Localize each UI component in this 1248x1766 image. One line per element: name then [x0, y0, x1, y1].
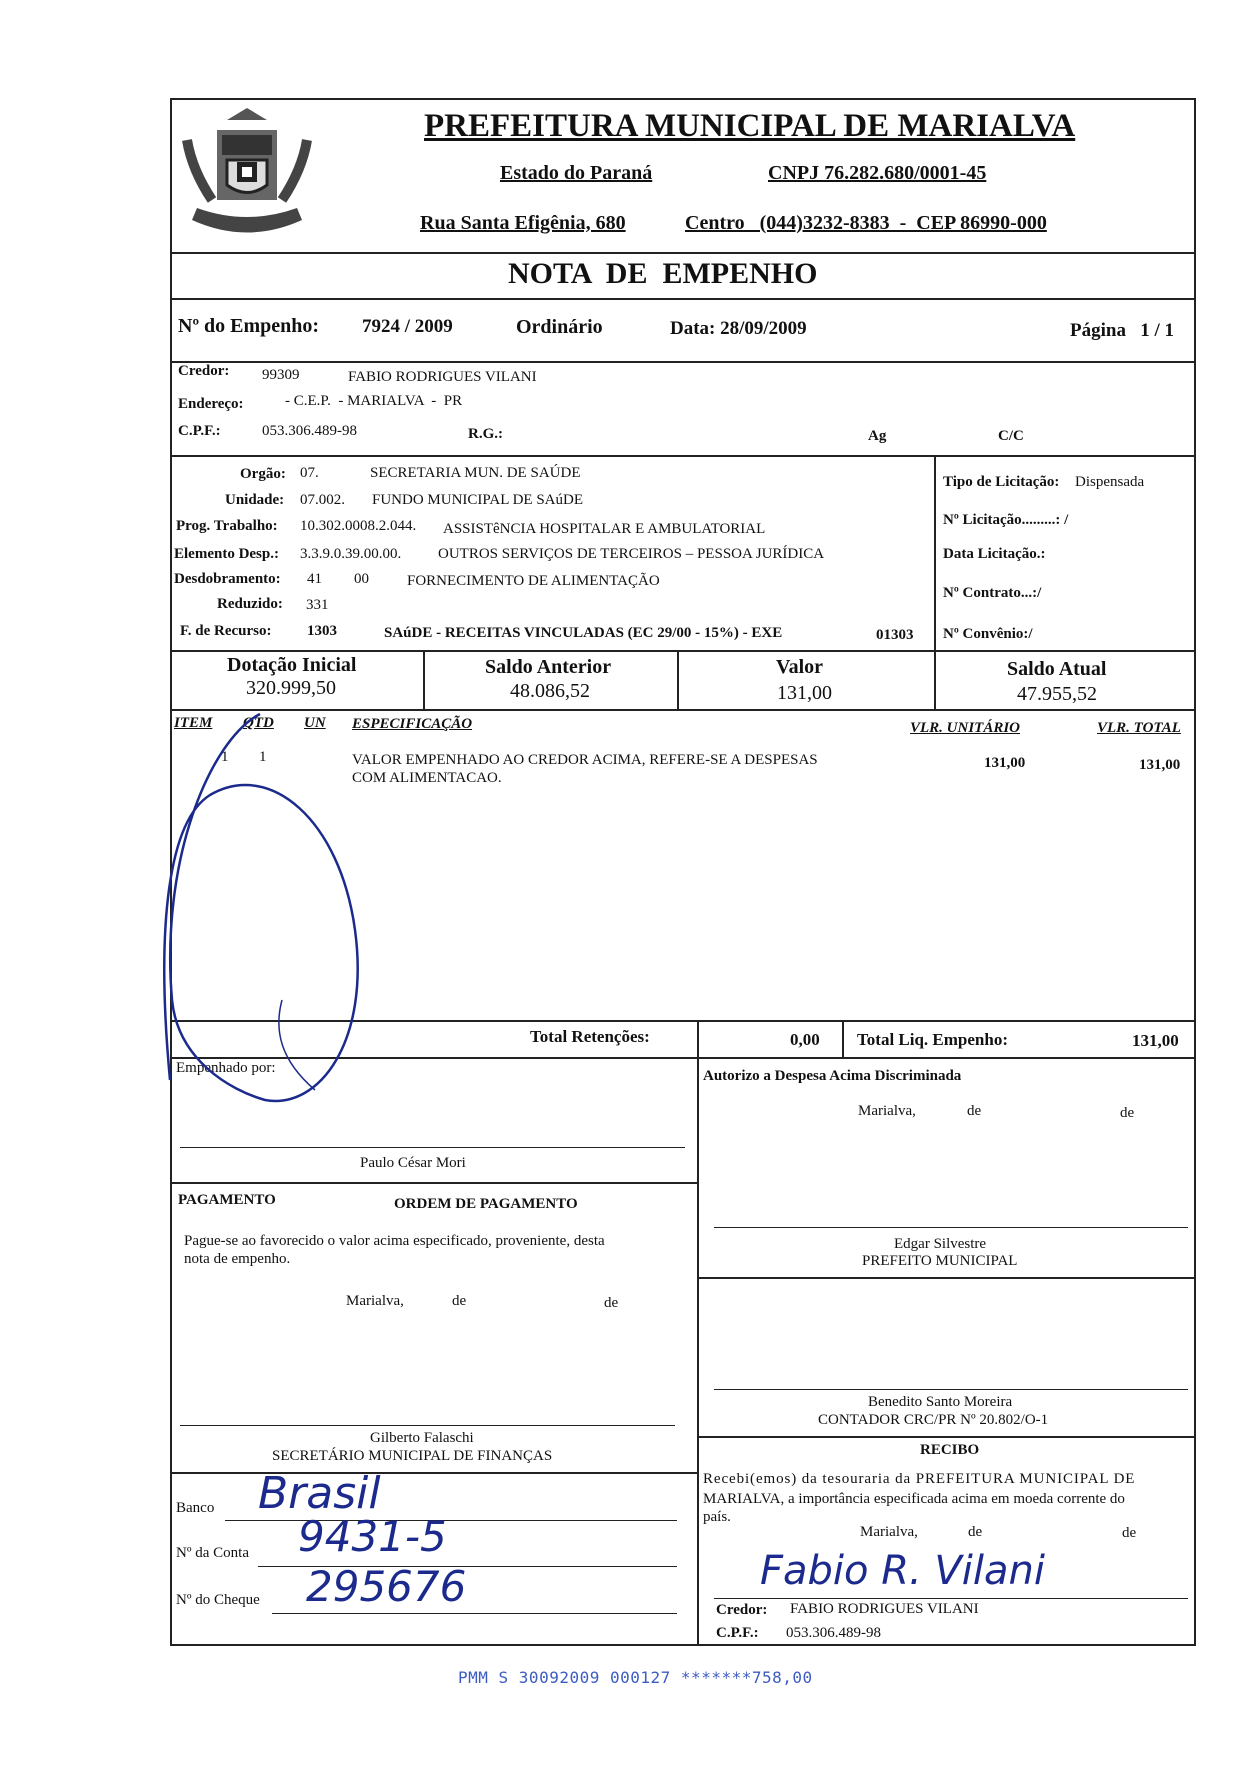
desdobramento-name: FORNECIMENTO DE ALIMENTAÇÃO: [407, 573, 660, 589]
rg-label: R.G.:: [468, 426, 503, 442]
recibo-label: RECIBO: [920, 1442, 980, 1458]
cnpj: CNPJ 76.282.680/0001-45: [768, 162, 987, 184]
recibo-local: Marialva,: [860, 1524, 918, 1540]
document-title: NOTA DE EMPENHO: [508, 257, 818, 290]
cc-label: C/C: [998, 428, 1024, 444]
pagamento-text-line2: nota de empenho.: [184, 1251, 291, 1267]
desdobramento-code1: 41: [307, 571, 322, 587]
cpf-label: C.P.F.:: [178, 423, 221, 439]
valor-value: 131,00: [777, 682, 832, 704]
dotacao-inicial-label: Dotação Inicial: [227, 654, 357, 676]
address-contact: Centro (044)3232-8383 - CEP 86990-000: [685, 212, 1047, 234]
valor-label: Valor: [776, 656, 824, 678]
licitacao-number: Nº Licitação.........: /: [943, 512, 1069, 528]
recibo-text-line1: Recebi(emos) da tesouraria da PREFEITURA MUNICIPAL DE: [703, 1471, 1136, 1487]
prog-label: Prog. Trabalho:: [176, 518, 278, 534]
payment-stamp: PMM S 30092009 000127 *******758,00: [458, 1668, 813, 1687]
qtd-col-header: QTD: [243, 715, 274, 731]
recibo-de1: de: [968, 1524, 983, 1540]
prefeito-name: Edgar Silvestre: [894, 1236, 987, 1252]
item-spec-line2: COM ALIMENTACAO.: [352, 770, 502, 786]
ag-label: Ag: [868, 428, 887, 444]
recibo-cpf-label: C.P.F.:: [716, 1625, 759, 1641]
secretario-name: Gilberto Falaschi: [370, 1430, 474, 1446]
coat-of-arms-icon: [172, 100, 322, 250]
recurso-label: F. de Recurso:: [180, 623, 272, 639]
page-number: Página 1 / 1: [1070, 320, 1174, 341]
recibo-credor-label: Credor:: [716, 1602, 768, 1618]
vlr-unitario-col-header: VLR. UNITÁRIO: [910, 720, 1021, 736]
convenio: Nº Convênio:/: [943, 626, 1033, 642]
elemento-name: OUTROS SERVIÇOS DE TERCEIROS – PESSOA JURÍDICA: [438, 546, 825, 562]
municipality-title: PREFEITURA MUNICIPAL DE MARIALVA: [424, 108, 1076, 144]
unidade-code: 07.002.: [300, 492, 345, 508]
pagamento-text-line1: Pague-se ao favorecido o valor acima especificado, proveniente, desta: [184, 1233, 605, 1249]
address: Rua Santa Efigênia, 680: [420, 212, 626, 234]
recibo-text-line2: MARIALVA, a importância especificada acima em moeda corrente do: [703, 1491, 1125, 1507]
autorizo-label: Autorizo a Despesa Acima Discriminada: [703, 1068, 962, 1084]
reduzido-label: Reduzido:: [217, 596, 283, 612]
item-col-header: ITEM: [174, 715, 213, 731]
prog-name: ASSISTêNCIA HOSPITALAR E AMBULATORIAL: [443, 521, 766, 537]
prefeito-cargo: PREFEITO MUNICIPAL: [862, 1253, 1018, 1269]
state-name: Estado do Paraná: [500, 162, 653, 184]
saldo-atual-value: 47.955,52: [1017, 683, 1097, 705]
desdobramento-label: Desdobramento:: [174, 571, 281, 587]
orgao-code: 07.: [300, 465, 319, 481]
recurso-code2: 01303: [876, 627, 914, 643]
orgao-name: SECRETARIA MUN. DE SAÚDE: [370, 465, 581, 481]
reduzido-value: 331: [306, 597, 329, 613]
credor-name: FABIO RODRIGUES VILANI: [348, 369, 537, 385]
hand-drawn-oval-mark: [150, 700, 390, 1120]
autorizo-de1: de: [967, 1103, 982, 1119]
contador-cargo: CONTADOR CRC/PR Nº 20.802/O-1: [818, 1412, 1049, 1428]
cpf-value: 053.306.489-98: [262, 423, 357, 439]
prog-code: 10.302.0008.2.044.: [300, 518, 417, 534]
pagamento-de2: de: [604, 1295, 619, 1311]
retencoes-label: Total Retenções:: [530, 1027, 650, 1046]
contrato: Nº Contrato...:/: [943, 585, 1042, 601]
credor-signature: Fabio R. Vilani: [760, 1548, 1045, 1594]
recibo-cpf-value: 053.306.489-98: [786, 1625, 881, 1641]
endereco-label: Endereço:: [178, 396, 244, 412]
un-col-header: UN: [304, 715, 326, 731]
cheque-label: Nº do Cheque: [176, 1592, 260, 1608]
autorizo-de2: de: [1120, 1105, 1135, 1121]
cheque-handwritten: 295676: [306, 1562, 467, 1611]
pagamento-label: PAGAMENTO: [178, 1192, 276, 1208]
endereco-value: - C.E.P. - MARIALVA - PR: [285, 393, 463, 409]
licitacao-type: Dispensada: [1075, 474, 1145, 490]
licitacao-type-label: Tipo de Licitação:: [943, 474, 1060, 490]
pagamento-local: Marialva,: [346, 1293, 404, 1309]
retencoes-value: 0,00: [790, 1030, 820, 1049]
especificacao-col-header: ESPECIFICAÇÃO: [352, 716, 473, 732]
empenho-type: Ordinário: [516, 316, 603, 338]
empenhado-label: Empenhado por:: [176, 1060, 276, 1076]
elemento-code: 3.3.9.0.39.00.00.: [300, 546, 402, 562]
saldo-anterior-label: Saldo Anterior: [485, 656, 612, 678]
desdobramento-code2: 00: [354, 571, 369, 587]
recurso-code: 1303: [307, 623, 337, 639]
banco-handwritten: Brasil: [258, 1468, 381, 1519]
liquido-label: Total Liq. Empenho:: [857, 1030, 1008, 1049]
empenho-date: Data: 28/09/2009: [670, 318, 807, 339]
empenho-number-label: Nº do Empenho:: [178, 315, 320, 337]
item-qtd: 1: [259, 749, 267, 765]
dotacao-inicial-value: 320.999,50: [246, 677, 336, 699]
autorizo-local: Marialva,: [858, 1103, 916, 1119]
recibo-de2: de: [1122, 1525, 1137, 1541]
ordem-pagamento-label: ORDEM DE PAGAMENTO: [394, 1196, 578, 1212]
empenho-number: 7924 / 2009: [362, 316, 453, 337]
recurso-name: SAúDE - RECEITAS VINCULADAS (EC 29/00 - 15%) - EXE: [384, 625, 783, 641]
credor-code: 99309: [262, 367, 300, 383]
liquido-value: 131,00: [1132, 1031, 1179, 1050]
credor-label: Credor:: [178, 363, 230, 379]
recibo-credor-name: FABIO RODRIGUES VILANI: [790, 1601, 979, 1617]
item-number: 1: [221, 749, 229, 765]
banco-label: Banco: [176, 1500, 215, 1516]
recibo-text-line3: país.: [703, 1509, 731, 1525]
contador-name: Benedito Santo Moreira: [868, 1394, 1013, 1410]
licitacao-date: Data Licitação.:: [943, 546, 1046, 562]
empenhado-name: Paulo César Mori: [360, 1155, 466, 1171]
item-unit-value: 131,00: [984, 755, 1026, 771]
unidade-label: Unidade:: [225, 492, 285, 508]
saldo-anterior-value: 48.086,52: [510, 680, 590, 702]
elemento-label: Elemento Desp.:: [174, 546, 279, 562]
pagamento-de1: de: [452, 1293, 467, 1309]
conta-label: Nº da Conta: [176, 1545, 249, 1561]
item-total-value: 131,00: [1139, 757, 1181, 773]
unidade-name: FUNDO MUNICIPAL DE SAúDE: [372, 492, 583, 508]
item-spec-line1: VALOR EMPENHADO AO CREDOR ACIMA, REFERE-SE A DESPESAS: [352, 752, 818, 768]
vlr-total-col-header: VLR. TOTAL: [1097, 720, 1181, 736]
orgao-label: Orgão:: [240, 466, 286, 482]
secretario-cargo: SECRETÁRIO MUNICIPAL DE FINANÇAS: [272, 1448, 553, 1464]
conta-handwritten: 9431-5: [298, 1512, 447, 1561]
saldo-atual-label: Saldo Atual: [1007, 658, 1107, 680]
